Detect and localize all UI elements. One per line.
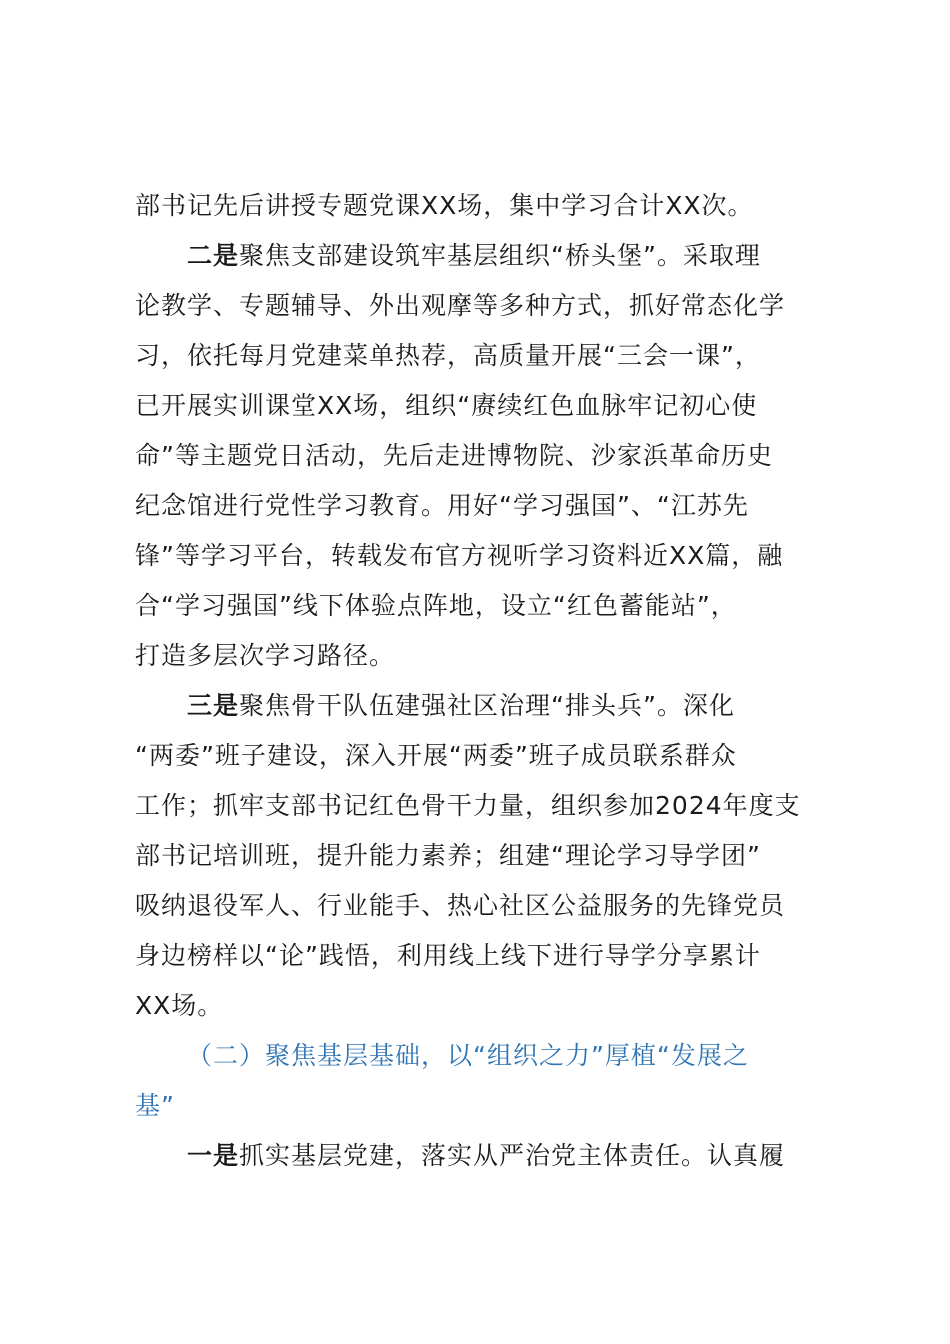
- paragraph-lead: 二是: [187, 241, 240, 270]
- line-text: “两委”班子建设，深入开展“两委”班子成员联系群众: [135, 741, 737, 770]
- line-text: 打造多层次学习路径。: [135, 641, 396, 670]
- line-text: 吸纳退役军人、行业能手、热心社区公益服务的先锋党员: [135, 891, 786, 920]
- paragraph-line: [135, 636, 850, 676]
- paragraph-lead: 三是: [187, 691, 240, 720]
- paragraph-line: [135, 936, 850, 976]
- section-heading: [187, 1036, 850, 1076]
- paragraph-line: [135, 586, 850, 626]
- heading-text: 基”: [135, 1091, 175, 1120]
- line-text: 聚焦骨干队伍建强社区治理“排头兵”。深化: [239, 691, 735, 720]
- line-text: 身边榜样以“论”践悟，利用线上线下进行导学分享累计: [135, 941, 761, 970]
- paragraph-line: [135, 786, 850, 826]
- paragraph-line: [135, 186, 850, 226]
- paragraph-line: [135, 386, 850, 426]
- line-text: 命”等主题党日活动，先后走进博物院、沙家浜革命历史: [135, 441, 773, 470]
- section-heading: [135, 1086, 850, 1126]
- paragraph-line: [187, 1136, 850, 1176]
- line-text: 抓实基层党建，落实从严治党主体责任。认真履: [239, 1141, 786, 1170]
- line-text: 部书记培训班，提升能力素养；组建“理论学习导学团”: [135, 841, 761, 870]
- line-text: XX场。: [135, 991, 224, 1020]
- line-text: 纪念馆进行党性学习教育。用好“学习强国”、“江苏先: [135, 491, 749, 520]
- paragraph-line: [187, 686, 850, 726]
- paragraph-lead: 一是: [187, 1141, 240, 1170]
- line-text: 部书记先后讲授专题党课XX场，集中学习合计XX次。: [135, 191, 754, 220]
- line-text: 工作；抓牢支部书记红色骨干力量，组织参加2024年度支: [135, 791, 801, 820]
- paragraph-line: [187, 236, 850, 276]
- paragraph-line: [135, 286, 850, 326]
- paragraph-line: [135, 986, 850, 1026]
- line-text: 聚焦支部建设筑牢基层组织“桥头堡”。采取理: [239, 241, 761, 270]
- paragraph-line: [135, 886, 850, 926]
- line-text: 已开展实训课堂XX场，组织“赓续红色血脉牢记初心使: [135, 391, 758, 420]
- line-text: 论教学、专题辅导、外出观摩等多种方式，抓好常态化学: [135, 291, 786, 320]
- paragraph-line: [135, 836, 850, 876]
- paragraph-line: [135, 486, 850, 526]
- paragraph-line: [135, 536, 850, 576]
- paragraph-line: [135, 436, 850, 476]
- line-text: 合“学习强国”线下体验点阵地，设立“红色蓄能站”，: [135, 591, 737, 620]
- line-text: 锋”等学习平台，转载发布官方视听学习资料近XX篇，融: [135, 541, 784, 570]
- paragraph-line: [135, 336, 850, 376]
- line-text: 习，依托每月党建菜单热荐，高质量开展“三会一课”，: [135, 341, 761, 370]
- heading-text: （二）聚焦基层基础，以“组织之力”厚植“发展之: [187, 1041, 749, 1070]
- paragraph-line: [135, 736, 850, 776]
